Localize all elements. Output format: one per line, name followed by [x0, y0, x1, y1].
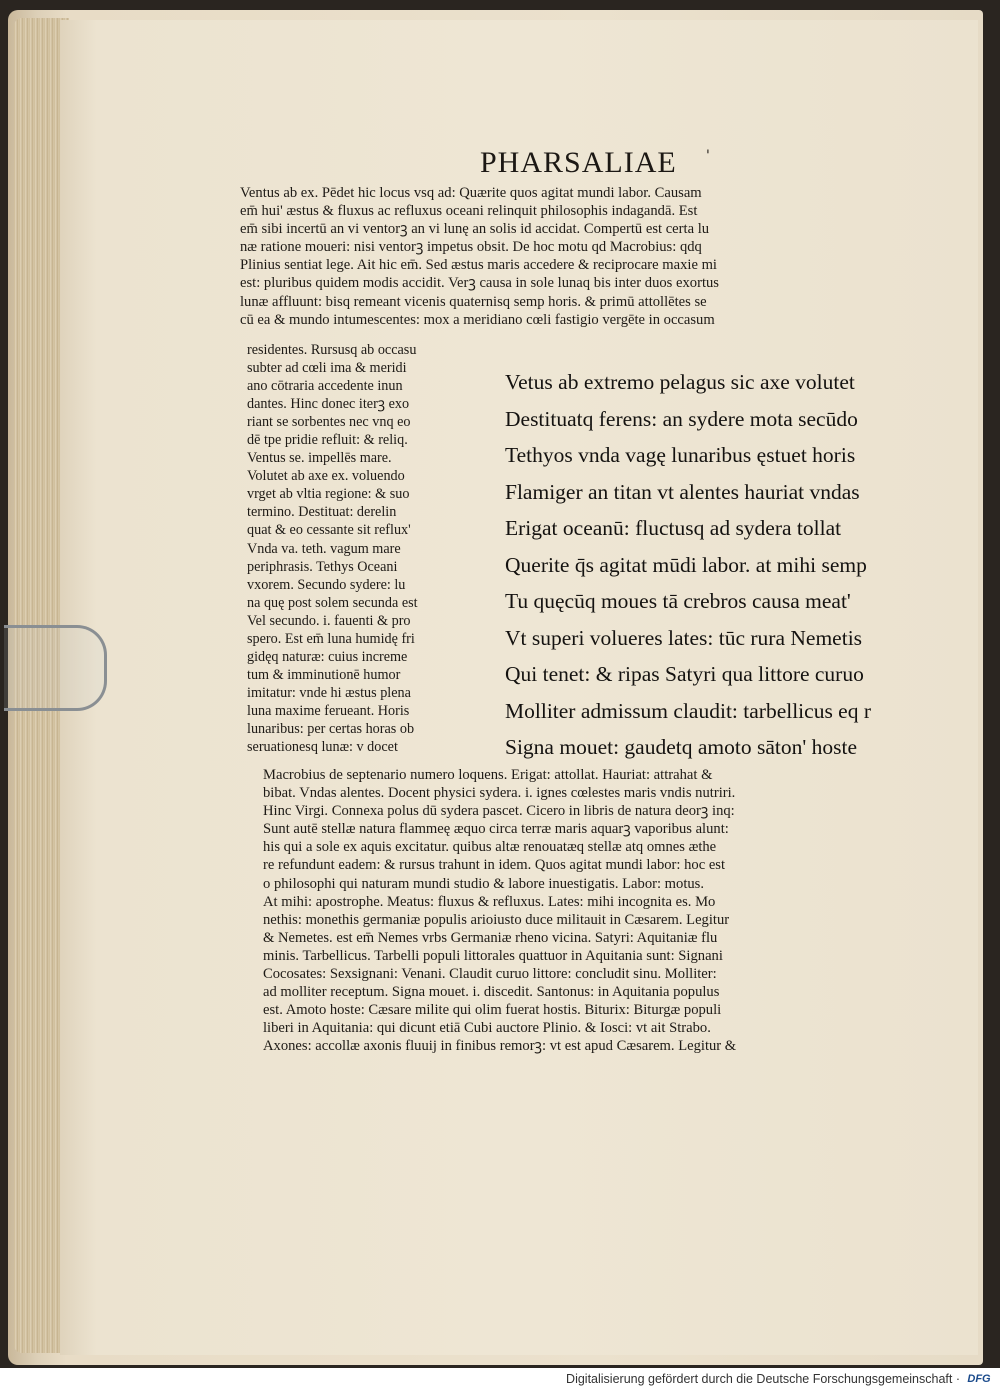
- commentary-line: dantes. Hinc donec iterꝫ exo: [247, 396, 410, 413]
- commentary-line: lunaribus: per certas horas ob: [247, 720, 415, 737]
- commentary-line: re refundunt eadem: & rursus trahunt in idem. Quos agitat mundi labor: hoc est: [263, 857, 726, 874]
- commentary-line: minis. Tarbellicus. Tarbelli populi littorales quattuor in Aquitania sunt: Signani: [263, 947, 723, 964]
- commentary-line: Ventus ab ex. Pēdet hic locus vsq ad: Quærite quos agitat mundi labor. Causam: [240, 185, 702, 201]
- commentary-line: ad molliter receptum. Signa mouet. i. discedit. Santonus: in Aquitania populus: [263, 984, 720, 1001]
- commentary-top: [240, 184, 719, 329]
- commentary-line: næ ratione moueri: nisi ventorꝫ impetus obsit. De hoc motu qd Macrobius: qdq: [240, 239, 702, 256]
- commentary-line: his qui a sole ex aquis excitatur. quibus altæ renouatæq stellæ atq omnes æthe: [263, 839, 717, 856]
- commentary-line: Hinc Virgi. Connexa polus dū sydera pascet. Cicero in libris de natura deorꝫ inq:: [263, 803, 735, 820]
- verse-line: Vt superi volueres lates: tūc rura Nemetis: [505, 625, 863, 650]
- verse-line: Querite q̄s agitat mūdi labor. at mihi semp: [505, 552, 867, 577]
- commentary-line: lunæ affluunt: bisq remeant vicenis quaternisq semp horis. & primū attollētes se: [240, 293, 707, 310]
- commentary-line: em̄ hui' æstus & fluxus ac refluxus oceani relinquit philosophis indagandā. Est: [240, 203, 698, 220]
- verse-line: Signa mouet: gaudetq amoto sāton' hoste: [505, 735, 857, 759]
- verse-line: Molliter admissum claudit: tarbellicus eq r: [505, 698, 872, 723]
- commentary-line: Vnda va. teth. vagum mare: [247, 540, 401, 557]
- commentary-line: Ventus se. impellēs mare.: [247, 450, 392, 467]
- verse-line: Flamiger an titan vt alentes hauriat vndas: [505, 479, 860, 504]
- commentary-line: vrget ab vltia regione: & suo: [247, 486, 410, 503]
- commentary-line: ano cōtraria accedente inun: [247, 378, 403, 395]
- verse-line: Destituatq ferens: an sydere mota secūdo: [505, 406, 858, 431]
- commentary-line: residentes. Rursusq ab occasu: [247, 342, 417, 358]
- commentary-line: vxorem. Secundo sydere: lu: [247, 576, 406, 593]
- commentary-line: bibat. Vndas alentes. Docent physici sydera. i. ignes cœlestes maris vndis nutriri.: [263, 785, 736, 802]
- commentary-line: gidęq naturæ: cuius increme: [247, 648, 408, 665]
- commentary-line: liberi in Aquitania: qui dicunt etiā Cubi auctore Plinio. & Iosci: vt ait Strabo.: [263, 1020, 711, 1037]
- commentary-line: Axones: accollæ axonis fluuij in finibus remorꝫ: vt est apud Cæsarem. Legitur &: [263, 1038, 737, 1055]
- commentary-line: Sunt autē stellæ natura flammeę æquo circa terræ maris aquarꝫ vaporibus alunt:: [263, 821, 729, 838]
- running-head-mark: ': [706, 148, 710, 164]
- page-clip: [4, 625, 107, 711]
- commentary-line: luna maxime ferueant. Horis: [247, 702, 410, 719]
- verse-line: Tu quęcūq moues tā crebros causa meat': [505, 589, 851, 613]
- commentary-bottom: [263, 766, 736, 1056]
- commentary-line: na quę post solem secunda est: [247, 594, 418, 611]
- commentary-line: cū ea & mundo intumescentes: mox a meridiano cœli fastigio vergēte in occasum: [240, 311, 715, 328]
- commentary-line: est: pluribus quidem modis accidit. Verꝫ causa in sole lunaq bis inter duos exortus: [240, 275, 719, 292]
- commentary-line: imitatur: vnde hi æstus plena: [247, 684, 411, 701]
- funding-credit: Digitalisierung gefördert durch die Deutsche Forschungsgemeinschaft ·: [566, 1372, 960, 1386]
- commentary-line: nethis: monethis germaniæ populis arioiusto duce militauit in Cæsarem. Legitur: [263, 911, 730, 928]
- commentary-line: Vel secundo. i. fauenti & pro: [247, 612, 411, 629]
- commentary-line: tum & imminutionē humor: [247, 666, 401, 683]
- commentary-line: riant se sorbentes nec vnq eo: [247, 414, 411, 431]
- commentary-left: [247, 341, 418, 756]
- commentary-line: Plinius sentiat lege. Ait hic em̄. Sed æstus maris accedere & reciprocare maxie mi: [240, 257, 717, 274]
- commentary-line: Macrobius de septenario numero loquens. Erigat: attollat. Hauriat: attrahat &: [263, 767, 713, 783]
- commentary-line: o philosophi qui naturam mundi studio & labore inuestigatis. Labor: motus.: [263, 875, 705, 892]
- commentary-line: Volutet ab axe ex. voluendo: [247, 468, 405, 485]
- verse-line: Tethyos vnda vagę lunaribus ęstuet horis: [505, 443, 856, 467]
- dfg-logo: DFG: [967, 1373, 991, 1385]
- verse-line: Erigat oceanū: fluctusq ad sydera tollat: [505, 516, 842, 540]
- commentary-line: seruationesq lunæ: v docet: [247, 739, 398, 756]
- commentary-line: & Nemetes. est em̄ Nemes vrbs Germaniæ rheno vicina. Satyri: Aquitaniæ flu: [263, 929, 718, 946]
- commentary-line: At mihi: apostrophe. Meatus: fluxus & refluxus. Lates: mihi incognita es. Mo: [263, 893, 716, 910]
- commentary-line: dē tpe pridie refluit: & reliq.: [247, 432, 408, 449]
- verse-line: Qui tenet: & ripas Satyri qua littore curuo: [505, 662, 864, 686]
- poem-verses: [505, 364, 871, 766]
- commentary-line: Cocosates: Sexsignani: Venani. Claudit curuo littore: concludit sinu. Molliter:: [263, 966, 717, 983]
- running-head: PHARSALIAE: [480, 146, 677, 179]
- commentary-line: est. Amoto hoste: Cæsare milite qui olim fuerat hostis. Biturix: Biturgæ populi: [263, 1002, 722, 1019]
- commentary-line: spero. Est em̄ luna humidę fri: [247, 630, 415, 647]
- commentary-line: termino. Destituat: derelin: [247, 504, 397, 521]
- verse-line: Vetus ab extremo pelagus sic axe volutet: [505, 370, 855, 394]
- commentary-line: subter ad cœli ima & meridi: [247, 360, 407, 377]
- commentary-line: quat & eo cessante sit reflux': [247, 522, 411, 539]
- commentary-line: periphrasis. Tethys Oceani: [247, 558, 398, 575]
- commentary-line: em̄ sibi incertū an vi ventorꝫ an vi lunę an solis id accidat. Compertū est certa lu: [240, 221, 710, 238]
